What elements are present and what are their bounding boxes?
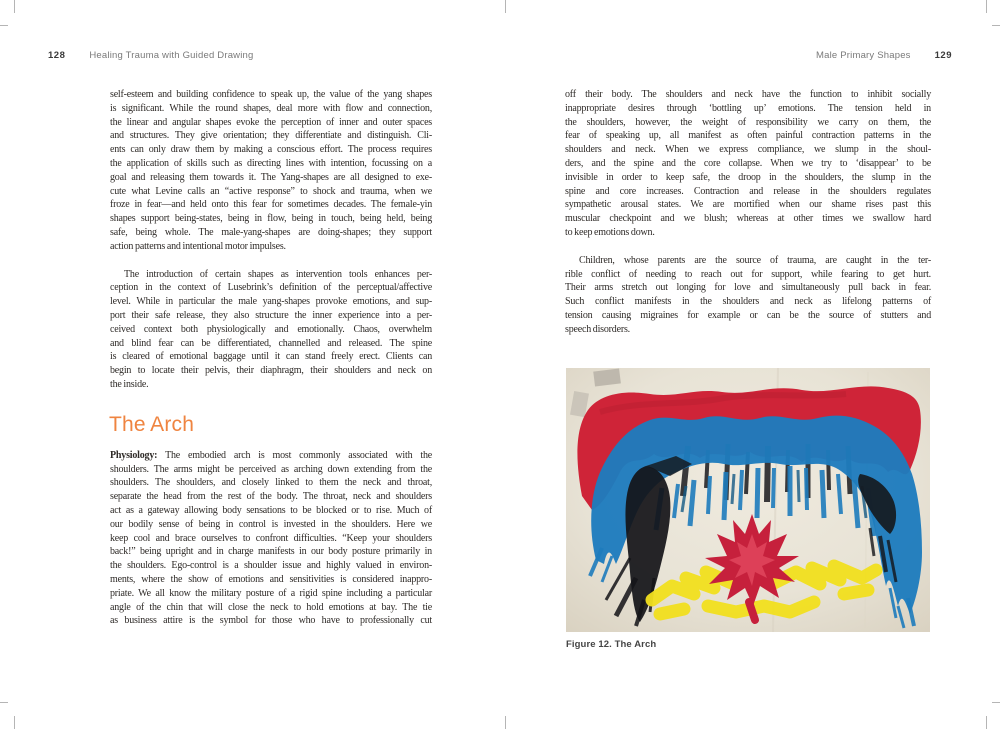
text-line: the application of skills such as directing lines with intention, focussing on a: [110, 157, 432, 169]
text-line: angle of the chin that will close the neck to hold emotions at bay. The tie: [110, 601, 432, 613]
chapter-title-header: Male Primary Shapes: [816, 50, 911, 61]
book-title-header: Healing Trauma with Guided Drawing: [89, 50, 254, 61]
paragraph: [565, 254, 931, 337]
text-line: is cleared of emotional baggage until it can stand freely erect. Clients can: [110, 351, 432, 363]
paragraph-physiology: [110, 449, 432, 628]
arch-painting: [566, 368, 930, 632]
text-line: shapes support being-states, being in flow, being in touch, being held, being: [110, 213, 432, 225]
text-line: goal and releasing them towards it. The Yang-shapes are all designed to exe-: [110, 171, 432, 183]
crop-mark: [505, 0, 506, 13]
text-line: the shoulders, however, the weight of responsibility we carry on them, the: [565, 116, 931, 128]
crop-mark: [0, 702, 8, 703]
page-number-left: 128: [48, 50, 66, 61]
text-line: as business attire is the symbol for those who have to professionally cut: [110, 615, 432, 627]
crop-mark: [0, 25, 8, 26]
text-line: safe, being whole. The male-yang-shapes are doing-shapes; they support: [110, 226, 432, 238]
crop-mark: [992, 702, 1000, 703]
text-line: Children, whose parents are the source of trauma, are caught in the ter-: [579, 254, 931, 266]
text-line: separate the head from the rest of the body. The throat, neck and shoulders: [110, 491, 432, 503]
paragraph: [110, 268, 432, 392]
text-line: froze in fear—and held onto this fear for sometimes decades. The female-yin: [110, 199, 432, 211]
left-page-text-column: [110, 88, 432, 628]
text-line: [110, 449, 432, 463]
paragraph: [110, 88, 432, 254]
text-line: self-esteem and building confidence to speak up, the value of the yang shapes: [110, 89, 432, 100]
text-line: priate. We all know the military posture of a rigid spine including a particular: [110, 587, 432, 599]
physiology-lines: [110, 463, 432, 629]
text-line: back!” being upright and in charge manifests in our body posture primarily in: [110, 546, 432, 558]
physiology-first-line: The embodied arch is most commonly associated with the: [157, 449, 432, 461]
text-line: off their body. The shoulders and neck have the function to inhibit socially: [565, 89, 931, 100]
text-line: fear of speaking up, all manifest as often painful contraction patterns in the: [565, 130, 931, 142]
section-heading-the-arch: The Arch: [109, 412, 195, 436]
text-line: The introduction of certain shapes as intervention tools enhances per-: [124, 268, 432, 280]
text-line: the shoulders. Ego-control is a shoulder issue and highly valued in environ-: [110, 560, 432, 572]
physiology-label: Physiology:: [110, 449, 158, 461]
text-line: shoulders and neck. When we express compliance, we slump in the shoul-: [565, 144, 931, 156]
text-line: to keep emotions down.: [565, 226, 655, 238]
text-line: begin to locate their pelvis, their diaphragm, their shoulders and neck on: [110, 365, 432, 377]
text-line: keep cool and brace ourselves to confront difficulties. “Keep your shoulders: [110, 532, 432, 544]
crop-mark: [505, 716, 506, 729]
running-header-left: [48, 50, 254, 62]
crop-mark: [986, 0, 987, 13]
text-line: Such conflict manifests in the shoulders and neck as lifelong patterns of: [565, 296, 931, 308]
text-line: the inside.: [110, 378, 149, 390]
crop-mark: [14, 716, 15, 729]
text-line: muscular checkpoint and we blush; whereas at other times we swallow hard: [565, 213, 931, 225]
text-line: inappropriate desires through ‘bottling up’ emotions. The tension held in: [565, 102, 931, 114]
text-line: and structures. They give orientation; they differentiate and distinguish. Cli-: [110, 130, 432, 142]
paragraph: [565, 88, 931, 240]
text-line: ments, where the show of emotions and sensitivities is considered inappro-: [110, 573, 432, 585]
text-line: sympathetic arousal states. We are mortified when our shame rises past this: [565, 199, 931, 211]
crop-mark: [14, 0, 15, 13]
text-line: rible conflict of needing to reach out for support, while fearing to get hurt.: [565, 268, 931, 280]
text-line: is significant. While the round shapes, deal more with flow and connection,: [110, 102, 432, 114]
text-line: act as a gateway allowing body sensations to be blocked or to rise. Much of: [110, 504, 432, 516]
figure-12-image: [566, 368, 930, 632]
right-page-text-column: [565, 88, 931, 337]
text-line: invisible in order to keep safe, the droop in the shoulders, the slump in the: [565, 171, 931, 183]
text-line: Their arms stretch out longing for love and simultaneously pull back in fear.: [565, 282, 931, 294]
text-line: shoulders. The arms might be perceived as arching down extending from the: [110, 463, 432, 475]
text-line: the linear and angular shapes evoke the perception of inner and outer spaces: [110, 116, 432, 128]
text-line: ception in the context of Lusebrink’s definition of the perceptual/affective: [110, 282, 432, 294]
text-line: our bodily sense of being in control is invested in the shoulders. Here we: [110, 518, 432, 530]
text-line: cute what Levine calls an “active response” to shock and trauma, when we: [110, 185, 432, 197]
text-line: tension causing migraines for example or can be the source of stutters and: [565, 309, 931, 321]
text-line: port their safe release, they also structure the inner experience into a per-: [110, 309, 432, 321]
text-line: speech disorders.: [565, 323, 630, 335]
text-line: and blind fear can be differentiated, channelled and released. The spine: [110, 337, 432, 349]
crop-mark: [992, 25, 1000, 26]
text-line: ents can only draw them by making a conscious effort. The process requires: [110, 144, 432, 156]
running-header-right: [816, 50, 952, 62]
text-line: ceived context both physiologically and emotionally. Chaos, overwhelm: [110, 323, 432, 335]
crop-mark: [986, 716, 987, 729]
page-number-right: 129: [934, 50, 952, 61]
text-line: level. While in particular the male yang-shapes provoke emotions, and sup-: [110, 296, 432, 308]
text-line: ders, and the spine and the core collapse. When we try to ‘disappear’ to be: [565, 157, 931, 169]
text-line: action patterns and intentional motor impulses.: [110, 240, 286, 252]
text-line: shoulders. The shoulders, and closely linked to them the neck and throat,: [110, 477, 432, 489]
figure-caption: Figure 12. The Arch: [566, 639, 657, 650]
text-line: spine and core increases. Contraction and release in the shoulders regulates: [565, 185, 931, 197]
